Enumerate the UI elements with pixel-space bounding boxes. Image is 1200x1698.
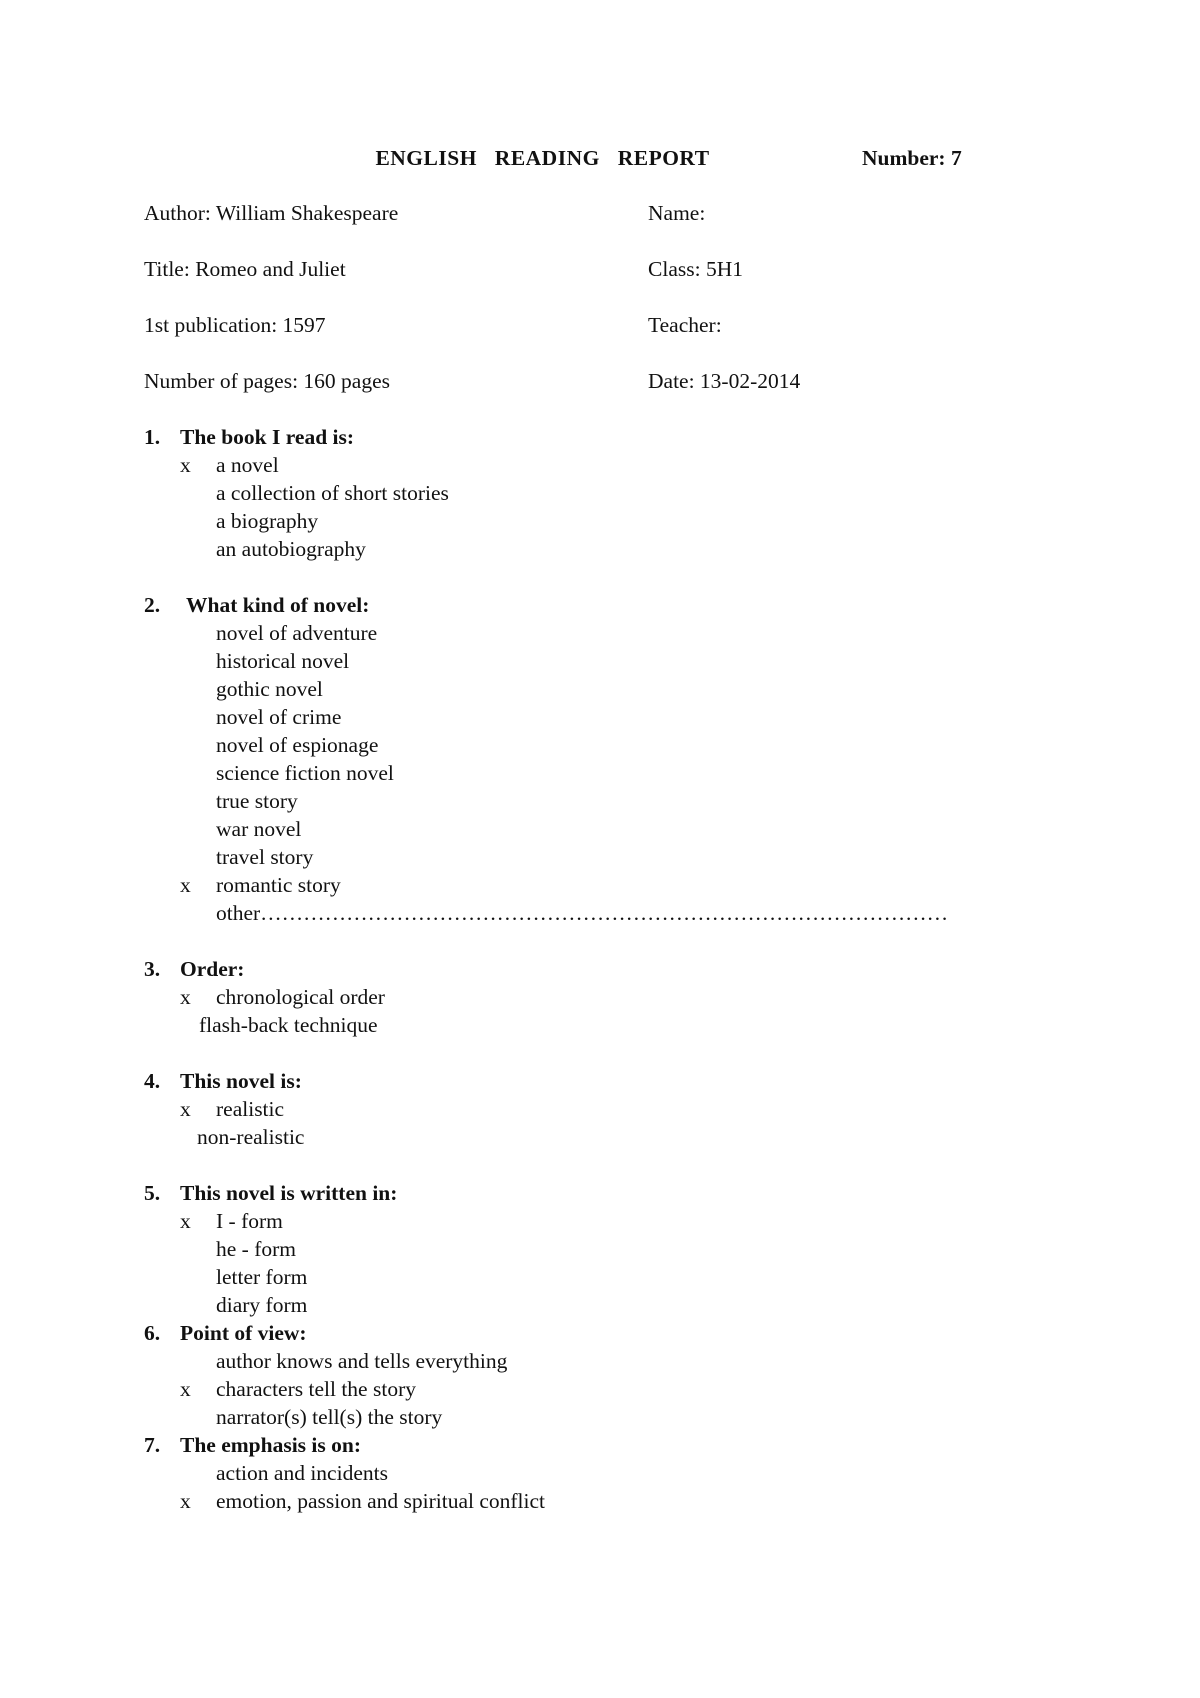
section-title: Order: bbox=[180, 957, 245, 981]
check-mark: x bbox=[180, 1489, 191, 1513]
section-heading bbox=[144, 1319, 1144, 1347]
list-item bbox=[144, 1235, 1144, 1263]
section-number: 6. bbox=[144, 1321, 161, 1345]
list-item bbox=[144, 1291, 1144, 1319]
option-label: characters tell the story bbox=[216, 1377, 416, 1401]
section-order bbox=[144, 955, 1144, 1039]
list-item bbox=[144, 1263, 1144, 1291]
teacher-field: Teacher: bbox=[648, 313, 722, 337]
option-label: true story bbox=[216, 789, 298, 813]
list-item bbox=[144, 535, 1144, 563]
name-field: Name: bbox=[648, 201, 706, 225]
list-item bbox=[144, 1459, 1144, 1487]
list-item bbox=[144, 1123, 1144, 1151]
option-label: an autobiography bbox=[216, 537, 366, 561]
option-label: author knows and tells everything bbox=[216, 1349, 508, 1373]
student-info bbox=[648, 199, 800, 423]
section-title: What kind of novel: bbox=[186, 593, 370, 617]
pages-field: Number of pages: 160 pages bbox=[144, 369, 390, 393]
option-label: letter form bbox=[216, 1265, 308, 1289]
option-label: action and incidents bbox=[216, 1461, 388, 1485]
list-item bbox=[144, 507, 1144, 535]
section-novel-kind bbox=[144, 591, 1144, 927]
option-label: he - form bbox=[216, 1237, 296, 1261]
section-number: 2. bbox=[144, 593, 161, 617]
publication-field: 1st publication: 1597 bbox=[144, 313, 326, 337]
section-title: Point of view: bbox=[180, 1321, 307, 1345]
list-item bbox=[144, 871, 1144, 899]
list-item bbox=[144, 843, 1144, 871]
list-item bbox=[144, 675, 1144, 703]
section-title: This novel is: bbox=[180, 1069, 302, 1093]
author-field: Author: William Shakespeare bbox=[144, 201, 399, 225]
section-heading bbox=[144, 1431, 1144, 1459]
option-label: novel of espionage bbox=[216, 733, 379, 757]
option-label: a biography bbox=[216, 509, 319, 533]
check-mark: x bbox=[180, 1377, 191, 1401]
check-mark: x bbox=[180, 985, 191, 1009]
section-number: 4. bbox=[144, 1069, 161, 1093]
option-label: a novel bbox=[216, 453, 279, 477]
questionnaire bbox=[144, 423, 1144, 1515]
list-item bbox=[144, 451, 1144, 479]
section-heading bbox=[144, 1067, 1144, 1095]
section-title: The emphasis is on: bbox=[180, 1433, 361, 1457]
list-item bbox=[144, 1095, 1144, 1123]
book-info bbox=[144, 199, 398, 423]
section-number: 1. bbox=[144, 425, 161, 449]
section-number: 3. bbox=[144, 957, 161, 981]
section-heading bbox=[144, 423, 1144, 451]
option-label: gothic novel bbox=[216, 677, 323, 701]
check-mark: x bbox=[180, 1097, 191, 1121]
list-item bbox=[144, 787, 1144, 815]
list-item bbox=[144, 1487, 1144, 1515]
option-label: a collection of short stories bbox=[216, 481, 449, 505]
option-label: novel of crime bbox=[216, 705, 342, 729]
option-label: travel story bbox=[216, 845, 314, 869]
report-number: Number: 7 bbox=[862, 146, 962, 170]
section-realism bbox=[144, 1067, 1144, 1151]
section-book-type bbox=[144, 423, 1144, 563]
section-written-form bbox=[144, 1179, 1144, 1319]
section-heading bbox=[144, 591, 1144, 619]
option-label: chronological order bbox=[216, 985, 385, 1009]
list-item bbox=[144, 983, 1144, 1011]
check-mark: x bbox=[180, 1209, 191, 1233]
list-item bbox=[144, 647, 1144, 675]
option-label: emotion, passion and spiritual conflict bbox=[216, 1489, 546, 1513]
option-label: narrator(s) tell(s) the story bbox=[216, 1405, 443, 1429]
list-item bbox=[144, 759, 1144, 787]
list-item bbox=[144, 619, 1144, 647]
check-mark: x bbox=[180, 873, 191, 897]
option-label: historical novel bbox=[216, 649, 350, 673]
list-item bbox=[144, 1207, 1144, 1235]
option-label: realistic bbox=[216, 1097, 285, 1121]
check-mark: x bbox=[180, 453, 191, 477]
section-number: 5. bbox=[144, 1181, 161, 1205]
section-point-of-view bbox=[144, 1319, 1144, 1431]
section-heading bbox=[144, 955, 1144, 983]
date-field: Date: 13-02-2014 bbox=[648, 369, 801, 393]
option-label: science fiction novel bbox=[216, 761, 394, 785]
list-item bbox=[144, 1347, 1144, 1375]
list-item bbox=[144, 1403, 1144, 1431]
report-title: ENGLISH READING REPORT bbox=[375, 146, 710, 170]
option-label: romantic story bbox=[216, 873, 341, 897]
list-item bbox=[144, 1375, 1144, 1403]
section-number: 7. bbox=[144, 1433, 161, 1457]
list-item bbox=[144, 815, 1144, 843]
option-label: war novel bbox=[216, 817, 302, 841]
list-item bbox=[144, 703, 1144, 731]
title-field: Title: Romeo and Juliet bbox=[144, 257, 346, 281]
option-label: novel of adventure bbox=[216, 621, 378, 645]
section-emphasis bbox=[144, 1431, 1144, 1515]
list-item bbox=[144, 731, 1144, 759]
section-title: This novel is written in: bbox=[180, 1181, 398, 1205]
option-label: diary form bbox=[216, 1293, 308, 1317]
option-label: non-realistic bbox=[197, 1125, 305, 1149]
list-item-other bbox=[144, 899, 1144, 927]
list-item bbox=[144, 1011, 1144, 1039]
list-item bbox=[144, 479, 1144, 507]
class-field: Class: 5H1 bbox=[648, 257, 743, 281]
section-title: The book I read is: bbox=[180, 425, 355, 449]
section-heading bbox=[144, 1179, 1144, 1207]
option-label: other…………………………………………………………………………………… bbox=[216, 901, 949, 925]
option-label: I - form bbox=[216, 1209, 283, 1233]
option-label: flash-back technique bbox=[199, 1013, 378, 1037]
